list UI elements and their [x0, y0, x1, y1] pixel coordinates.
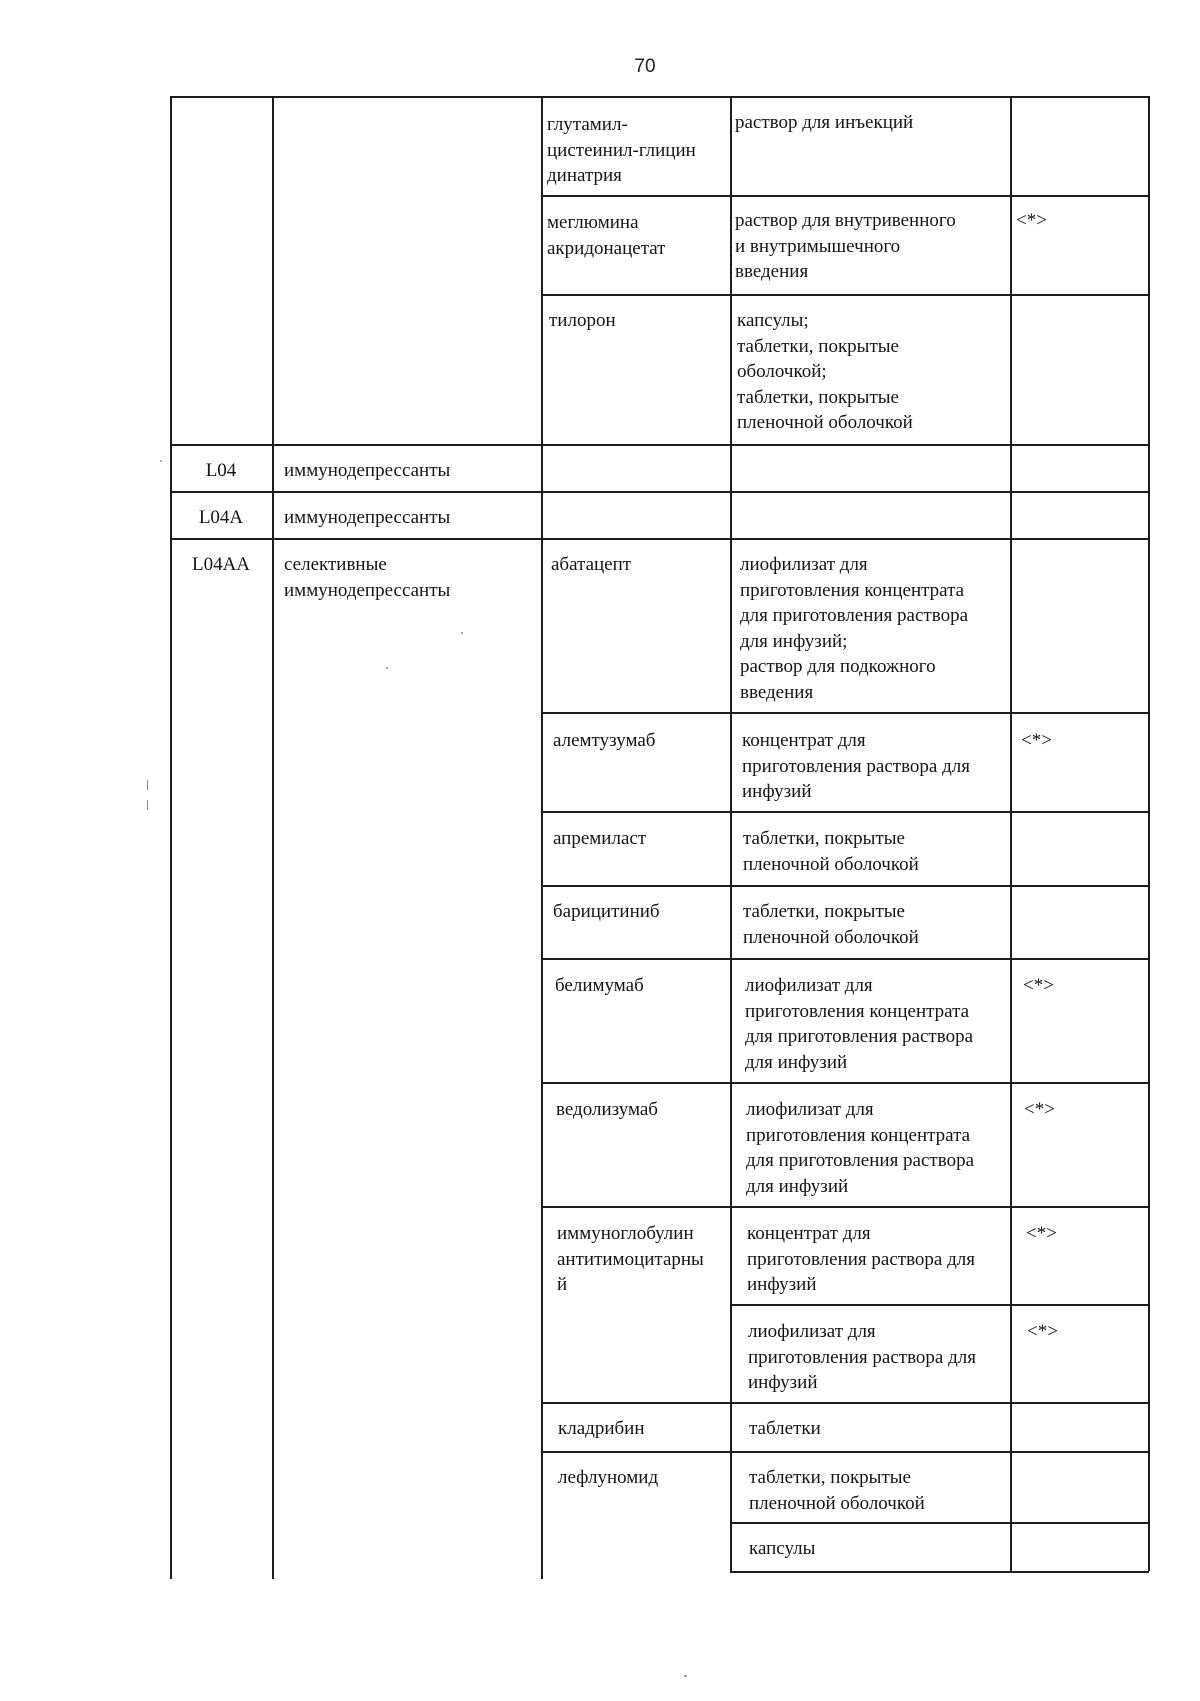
table-line: [541, 96, 543, 1579]
table-line: [541, 1402, 1149, 1404]
group-code: L04AA: [191, 554, 251, 575]
drug-form: таблетки, покрытые пленочной оболочкой: [743, 901, 919, 948]
group-name: иммунодепрессанты: [284, 507, 451, 528]
drug-name: тилорон: [549, 310, 616, 331]
drug-name: меглюмина акридонацетат: [547, 212, 666, 259]
table-line: [1148, 96, 1150, 1571]
table-line: [541, 885, 1149, 887]
drug-note: <*>: [1026, 1223, 1057, 1244]
scan-speck: [147, 800, 148, 810]
table-line: [541, 811, 1149, 813]
table-line: [541, 1206, 1149, 1208]
table-line: [170, 444, 1149, 446]
drug-form: таблетки, покрытые пленочной оболочкой: [749, 1467, 925, 1514]
drug-name: ведолизумаб: [556, 1099, 658, 1120]
table-line: [541, 958, 1149, 960]
group-code: L04: [205, 460, 237, 481]
drug-name: иммуноглобулин антитимоцитарны й: [557, 1223, 704, 1295]
table-line: [730, 1522, 1149, 1524]
scan-speck: [147, 780, 148, 790]
scan-speck: [386, 667, 388, 669]
table-line: [541, 195, 1149, 197]
drug-form: лиофилизат для приготовления концентрата для приготовления раствора для инфузий; раствор для подкожного введения: [740, 554, 968, 703]
table-line: [730, 1571, 1149, 1573]
page-number: 70: [634, 56, 656, 77]
table-line: [730, 1304, 1149, 1306]
drug-note: <*>: [1016, 210, 1047, 231]
drug-form: лиофилизат для приготовления концентрата для приготовления раствора для инфузий: [746, 1099, 974, 1197]
drug-note: <*>: [1027, 1321, 1058, 1342]
group-name: селективные иммунодепрессанты: [284, 554, 451, 601]
drug-form: раствор для внутривенного и внутримышечного введения: [735, 210, 956, 282]
drug-name: глутамил- цистеинил-глицин динатрия: [547, 114, 696, 186]
drug-name: лефлуномид: [558, 1467, 659, 1488]
table-line: [170, 491, 1149, 493]
table-line: [170, 538, 1149, 540]
drug-note: <*>: [1024, 1099, 1055, 1120]
drug-form: капсулы: [749, 1538, 816, 1559]
drug-form: концентрат для приготовления раствора для инфузий: [742, 730, 970, 802]
drug-form: концентрат для приготовления раствора для инфузий: [747, 1223, 975, 1295]
drug-form: таблетки: [749, 1418, 821, 1439]
drug-name: алемтузумаб: [553, 730, 656, 751]
drug-name: апремиласт: [553, 828, 647, 849]
drug-name: кладрибин: [558, 1418, 645, 1439]
drug-form: лиофилизат для приготовления раствора для инфузий: [748, 1321, 976, 1393]
drug-form: капсулы; таблетки, покрытые оболочкой; таблетки, покрытые пленочной оболочкой: [737, 310, 913, 433]
drug-form: раствор для инъекций: [735, 112, 914, 133]
scan-speck: [684, 1675, 687, 1677]
table-line: [272, 96, 274, 1579]
table-line: [541, 712, 1149, 714]
drug-form: таблетки, покрытые пленочной оболочкой: [743, 828, 919, 875]
table-line: [170, 96, 172, 1579]
group-name: иммунодепрессанты: [284, 460, 451, 481]
scan-speck: [461, 632, 463, 634]
table-line: [541, 1451, 1149, 1453]
drug-name: барицитиниб: [553, 901, 660, 922]
drug-note: <*>: [1021, 730, 1052, 751]
table-line: [541, 294, 1149, 296]
drug-note: <*>: [1023, 975, 1054, 996]
drug-name: абатацепт: [551, 554, 632, 575]
table-line: [170, 96, 1149, 98]
drug-form: лиофилизат для приготовления концентрата для приготовления раствора для инфузий: [745, 975, 973, 1073]
table-line: [541, 1082, 1149, 1084]
scan-speck: [160, 460, 162, 462]
group-code: L04A: [198, 507, 244, 528]
drug-name: белимумаб: [555, 975, 644, 996]
